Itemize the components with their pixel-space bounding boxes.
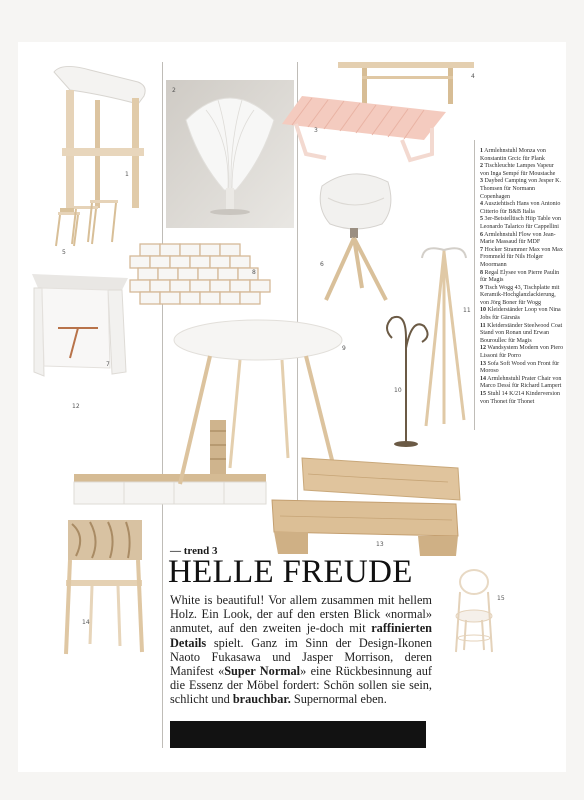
- caption-item: [480, 323, 564, 346]
- body-bold-run: brauchbar.: [232, 692, 291, 707]
- caption-number: 4: [480, 201, 483, 208]
- product-stool-strammer: [28, 268, 132, 378]
- caption-item: [480, 391, 564, 406]
- caption-number: 1: [480, 148, 483, 154]
- article-headline: HELLE FREUDE: [168, 554, 413, 590]
- caption-text: Wandsystem Modern von Piero Lissoni für Porro: [480, 345, 564, 360]
- body-bold-run: raffinierten Details: [170, 621, 432, 650]
- caption-text: Hocker Strammer Max von Max Frommeld für Nils Holger Moormann: [480, 246, 563, 268]
- item-number: 5: [62, 249, 66, 256]
- product-nesting-tables: [52, 198, 122, 252]
- caption-text: Armlehnstuhl Monza von Konstantin Grcic für Plank: [480, 148, 546, 162]
- caption-text: Sofa Soft Wood von Front für Moroso: [480, 360, 560, 375]
- caption-number: 14: [480, 375, 486, 382]
- item-number: 15: [497, 595, 505, 602]
- caption-item: [480, 270, 564, 285]
- caption-number: 12: [480, 345, 486, 352]
- caption-number: 2: [480, 163, 483, 170]
- item-number: 12: [72, 403, 80, 410]
- caption-item: [480, 376, 564, 391]
- item-number: 10: [394, 387, 402, 394]
- divider-caption: [474, 140, 475, 430]
- caption-number: 15: [480, 391, 486, 397]
- body-text-run: » eine Rückbesinnung auf die Essenz der Möbel fordert: Schön sollen sie sein, schlicht und: [170, 664, 432, 707]
- caption-number: 5: [480, 216, 483, 223]
- article-kicker: — trend 3: [170, 545, 218, 557]
- product-sofa-softwood: [268, 456, 464, 558]
- item-number: 11: [463, 307, 471, 314]
- caption-item: [480, 307, 564, 322]
- caption-item: [480, 178, 564, 201]
- caption-item: [480, 285, 564, 308]
- caption-text: Regal Elysee von Pierre Paulin für Magis: [480, 269, 560, 284]
- caption-item: [480, 345, 564, 360]
- item-number: 4: [471, 73, 475, 80]
- caption-item: [480, 148, 564, 163]
- black-bar: [170, 721, 426, 748]
- article-body: [170, 593, 432, 707]
- product-lamp-vapeur: [166, 80, 294, 228]
- body-text-run: White is beautiful! Vor allem zusammen mit hellem Holz. Ein Look, der auf den ersten Blick «normal» anmutet, auf den zweiten je-doch mit: [170, 593, 432, 636]
- item-number: 7: [106, 361, 110, 368]
- body-text-run: spielt. Ganz im Sinn der Design-Ikonen Naoto Fukasawa und Jasper Morrison, deren Manifest «: [170, 635, 432, 679]
- caption-text: Daybed Camping von Jesper K. Thomsen für Normann Copenhagen: [480, 178, 561, 200]
- caption-item: [480, 247, 564, 270]
- caption-number: 8: [480, 269, 483, 276]
- caption-text: Stuhl 14 K/214 Kinderversion von Thonet für Thonet: [480, 391, 560, 405]
- caption-item: [480, 216, 564, 231]
- caption-text: Ausziehtisch Hans von Antonio Citterio für B&B Italia: [480, 201, 561, 215]
- body-text-run: Supernormal eben.: [290, 692, 387, 707]
- captions-list: [480, 148, 564, 406]
- caption-number: 3: [480, 178, 483, 185]
- caption-item: [480, 232, 564, 247]
- caption-text: Tisch Wogg 43, Tischplatte mit Keramik-Hochglanzlackierung, von Jörg Boner für Wogg: [480, 284, 560, 306]
- caption-text: Kleiderständer Steelwood Coat Stand von Ronan und Erwan Bouroullec für Magis: [480, 322, 563, 344]
- caption-number: 9: [480, 284, 483, 291]
- caption-number: 13: [480, 360, 486, 367]
- caption-text: Armlehnstuhl Prater Chair von Marco Dessì für Richard Lampert: [480, 375, 562, 390]
- product-coat-steelwood: [418, 240, 472, 430]
- item-number: 9: [342, 345, 346, 352]
- caption-item: [480, 361, 564, 376]
- item-number: 1: [125, 171, 129, 178]
- product-chair-prater: [56, 516, 152, 658]
- caption-text: Tischleuchte Lampes Vapeur von Inga Sempé für Moustache: [480, 163, 556, 177]
- caption-text: 3er-Beistelltisch Hiip Table von Leonardo Talarico für Cappellini: [480, 216, 561, 230]
- item-number: 13: [376, 541, 384, 548]
- item-number: 3: [314, 127, 318, 134]
- product-armchair-monza: [40, 60, 160, 220]
- caption-number: 10: [480, 307, 486, 314]
- caption-item: [480, 163, 564, 178]
- caption-item: [480, 201, 564, 216]
- item-number: 8: [252, 269, 256, 276]
- product-daybed-camping: [282, 88, 450, 166]
- caption-number: 7: [480, 246, 483, 253]
- caption-number: 11: [480, 322, 486, 329]
- item-number: 2: [172, 87, 176, 94]
- item-number: 6: [320, 261, 324, 268]
- divider-left: [162, 62, 163, 748]
- item-number: 14: [82, 619, 90, 626]
- caption-text: Armlehnstuhl Flow von Jean-Marie Massaud für MDF: [480, 231, 556, 246]
- product-chair-flow: [312, 168, 398, 308]
- caption-text: Kleiderständer Loop von Nina Jobs für Gärsnäs: [480, 307, 561, 322]
- product-shelf-elysee: [126, 240, 274, 312]
- caption-number: 6: [480, 231, 483, 238]
- body-bold-run: Super Normal: [224, 664, 301, 679]
